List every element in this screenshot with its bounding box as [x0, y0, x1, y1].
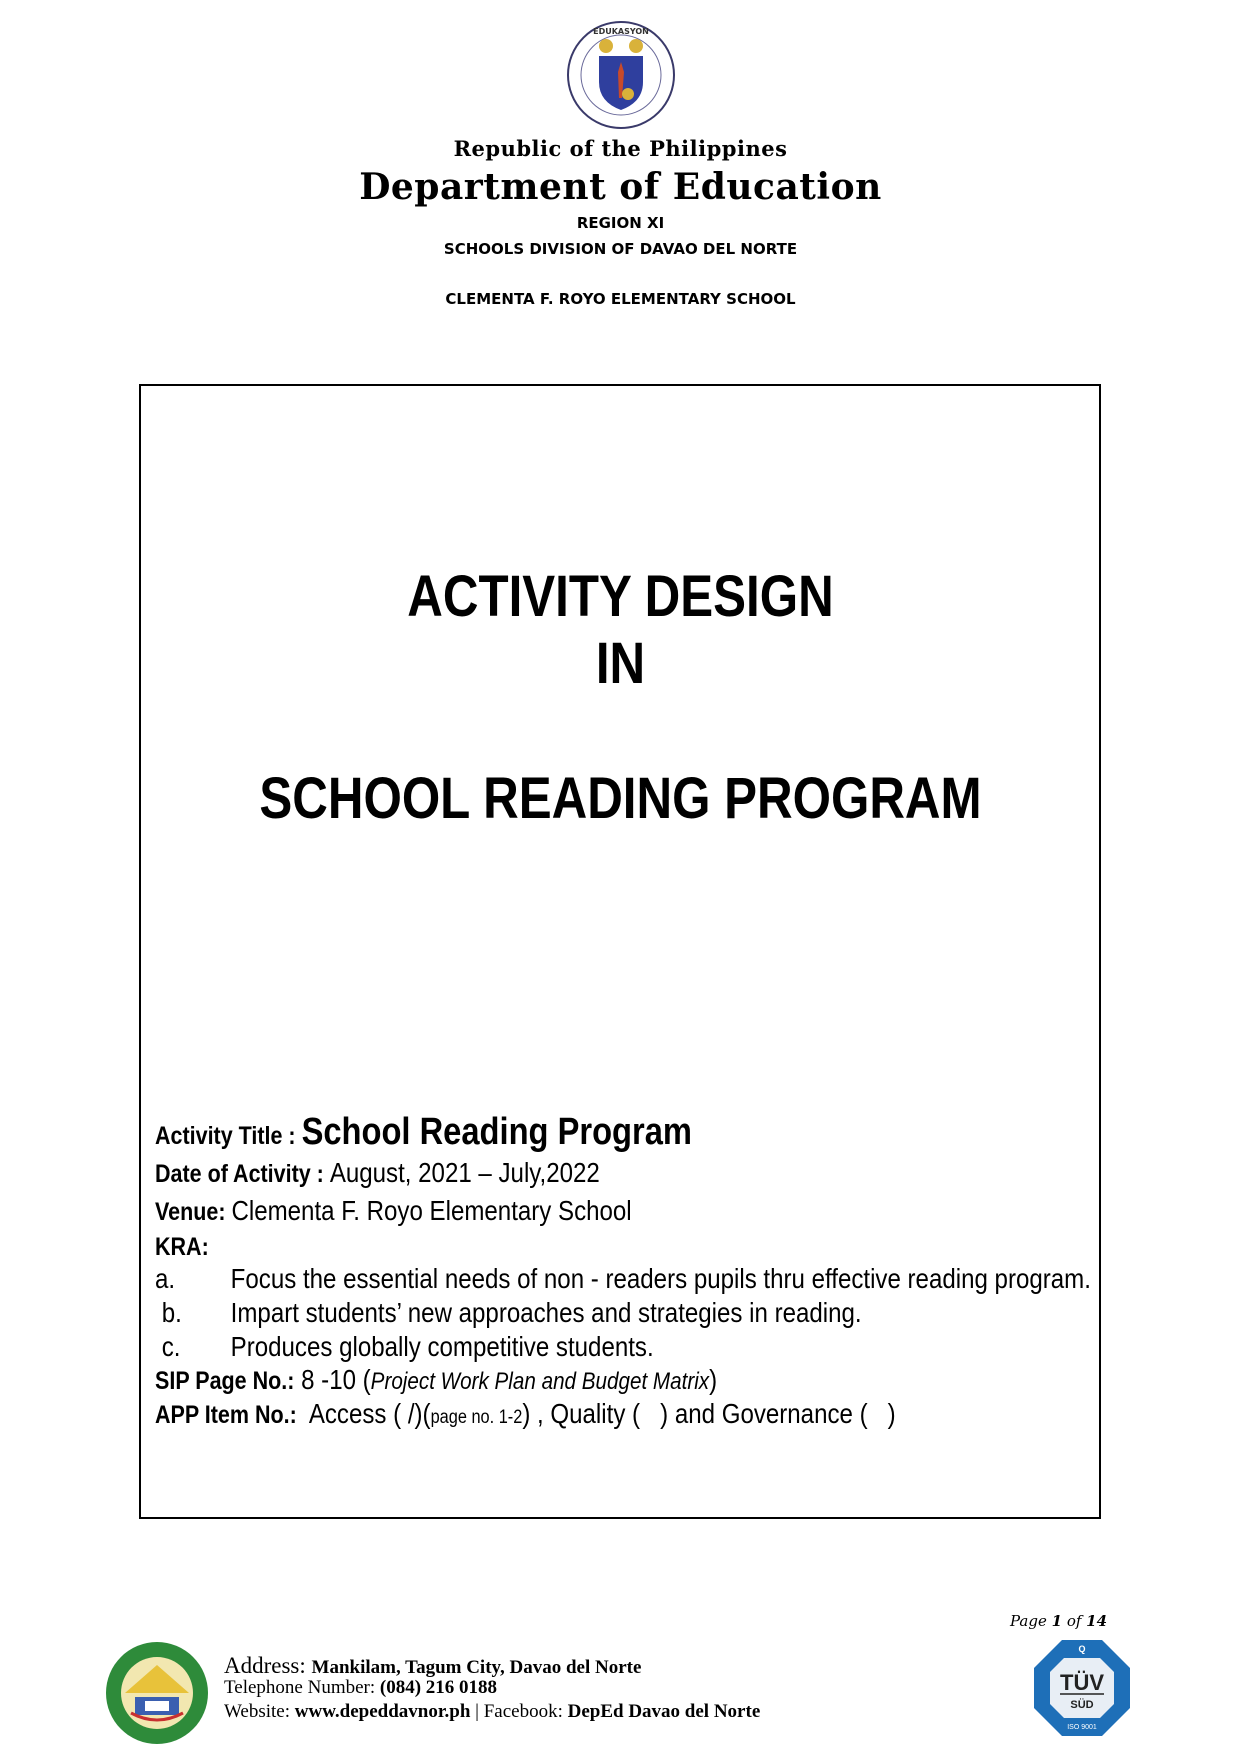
- sip-close: ): [709, 1364, 718, 1395]
- date-value: August, 2021 – July,2022: [329, 1157, 600, 1188]
- svg-text:TÜV: TÜV: [1060, 1670, 1104, 1695]
- page-current: 1: [1051, 1612, 1063, 1630]
- venue-row: [155, 1197, 632, 1225]
- title-line-2: IN: [595, 631, 646, 696]
- sip-row: [155, 1366, 717, 1394]
- activity-title-label: Activity Title :: [155, 1122, 302, 1150]
- svg-text:Q: Q: [1078, 1644, 1086, 1654]
- activity-title-value: School Reading Program: [301, 1111, 692, 1153]
- kra-item-text: Focus the essential needs of non - readers pupils thru effective reading program.: [230, 1263, 1091, 1294]
- venue-label: Venue:: [155, 1198, 232, 1226]
- date-label: Date of Activity :: [155, 1160, 330, 1188]
- address-value: Mankilam, Tagum City, Davao del Norte: [311, 1657, 642, 1678]
- footer-address: [224, 1654, 641, 1677]
- sip-label: SIP Page No.:: [155, 1367, 295, 1395]
- address-label: Address:: [224, 1653, 312, 1678]
- division-seal-icon: [105, 1641, 209, 1745]
- footer-phone: [224, 1678, 497, 1697]
- footer-web: [224, 1702, 760, 1721]
- title-line-1: ACTIVITY DESIGN: [407, 564, 834, 629]
- page-total: 14: [1086, 1612, 1108, 1630]
- kra-item-text: Produces globally competitive students.: [230, 1331, 654, 1362]
- app-label: APP Item No.:: [155, 1401, 297, 1429]
- sip-value: 8 -10 (: [294, 1364, 371, 1395]
- kra-item-letter: c.: [155, 1331, 181, 1362]
- page-prefix: Page: [1010, 1612, 1052, 1630]
- separator: |: [470, 1701, 484, 1722]
- kra-label: KRA:: [155, 1233, 209, 1261]
- page-of: of: [1062, 1612, 1087, 1630]
- app-row: [155, 1400, 896, 1428]
- page-number: [1010, 1612, 1107, 1630]
- app-page: page no. 1-2: [430, 1407, 523, 1428]
- department-heading: Department of Education: [359, 166, 882, 208]
- app-rest: ) , Quality ( ) and Governance ( ): [522, 1398, 896, 1429]
- kra-item: [155, 1333, 654, 1361]
- sip-note: Project Work Plan and Budget Matrix: [370, 1368, 710, 1395]
- venue-value: Clementa F. Royo Elementary School: [231, 1195, 632, 1226]
- republic-heading: Republic of the Philippines: [453, 136, 788, 161]
- phone-label: Telephone Number:: [224, 1677, 380, 1698]
- kra-item-letter: a.: [155, 1263, 176, 1294]
- activity-title-row: [155, 1113, 692, 1151]
- kra-item: [155, 1299, 862, 1327]
- kra-item-text: Impart students’ new approaches and strategies in reading.: [230, 1297, 862, 1328]
- facebook-label: Facebook:: [483, 1701, 568, 1722]
- kra-item-letter: b.: [155, 1297, 182, 1328]
- region-label: REGION XI: [576, 214, 665, 232]
- svg-text:ISO 9001: ISO 9001: [1067, 1724, 1097, 1731]
- title-line-3: SCHOOL READING PROGRAM: [259, 766, 982, 831]
- school-label: CLEMENTA F. ROYO ELEMENTARY SCHOOL: [445, 290, 796, 308]
- website-label: Website:: [224, 1701, 295, 1722]
- kra-item: [155, 1265, 1091, 1293]
- tuv-sud-iso-icon: [1032, 1638, 1132, 1738]
- division-label: SCHOOLS DIVISION OF DAVAO DEL NORTE: [443, 240, 798, 258]
- svg-text:SÜD: SÜD: [1070, 1699, 1094, 1711]
- date-row: [155, 1159, 600, 1187]
- kra-row: [155, 1232, 209, 1260]
- deped-seal-icon: [566, 20, 676, 130]
- app-access: Access ( /)(: [296, 1398, 431, 1429]
- facebook-link[interactable]: DepEd Davao del Norte: [567, 1701, 761, 1722]
- phone-value: (084) 216 0188: [379, 1677, 498, 1698]
- svg-text:EDUKASYON: EDUKASYON: [593, 27, 649, 36]
- website-link[interactable]: www.depeddavnor.ph: [294, 1701, 471, 1722]
